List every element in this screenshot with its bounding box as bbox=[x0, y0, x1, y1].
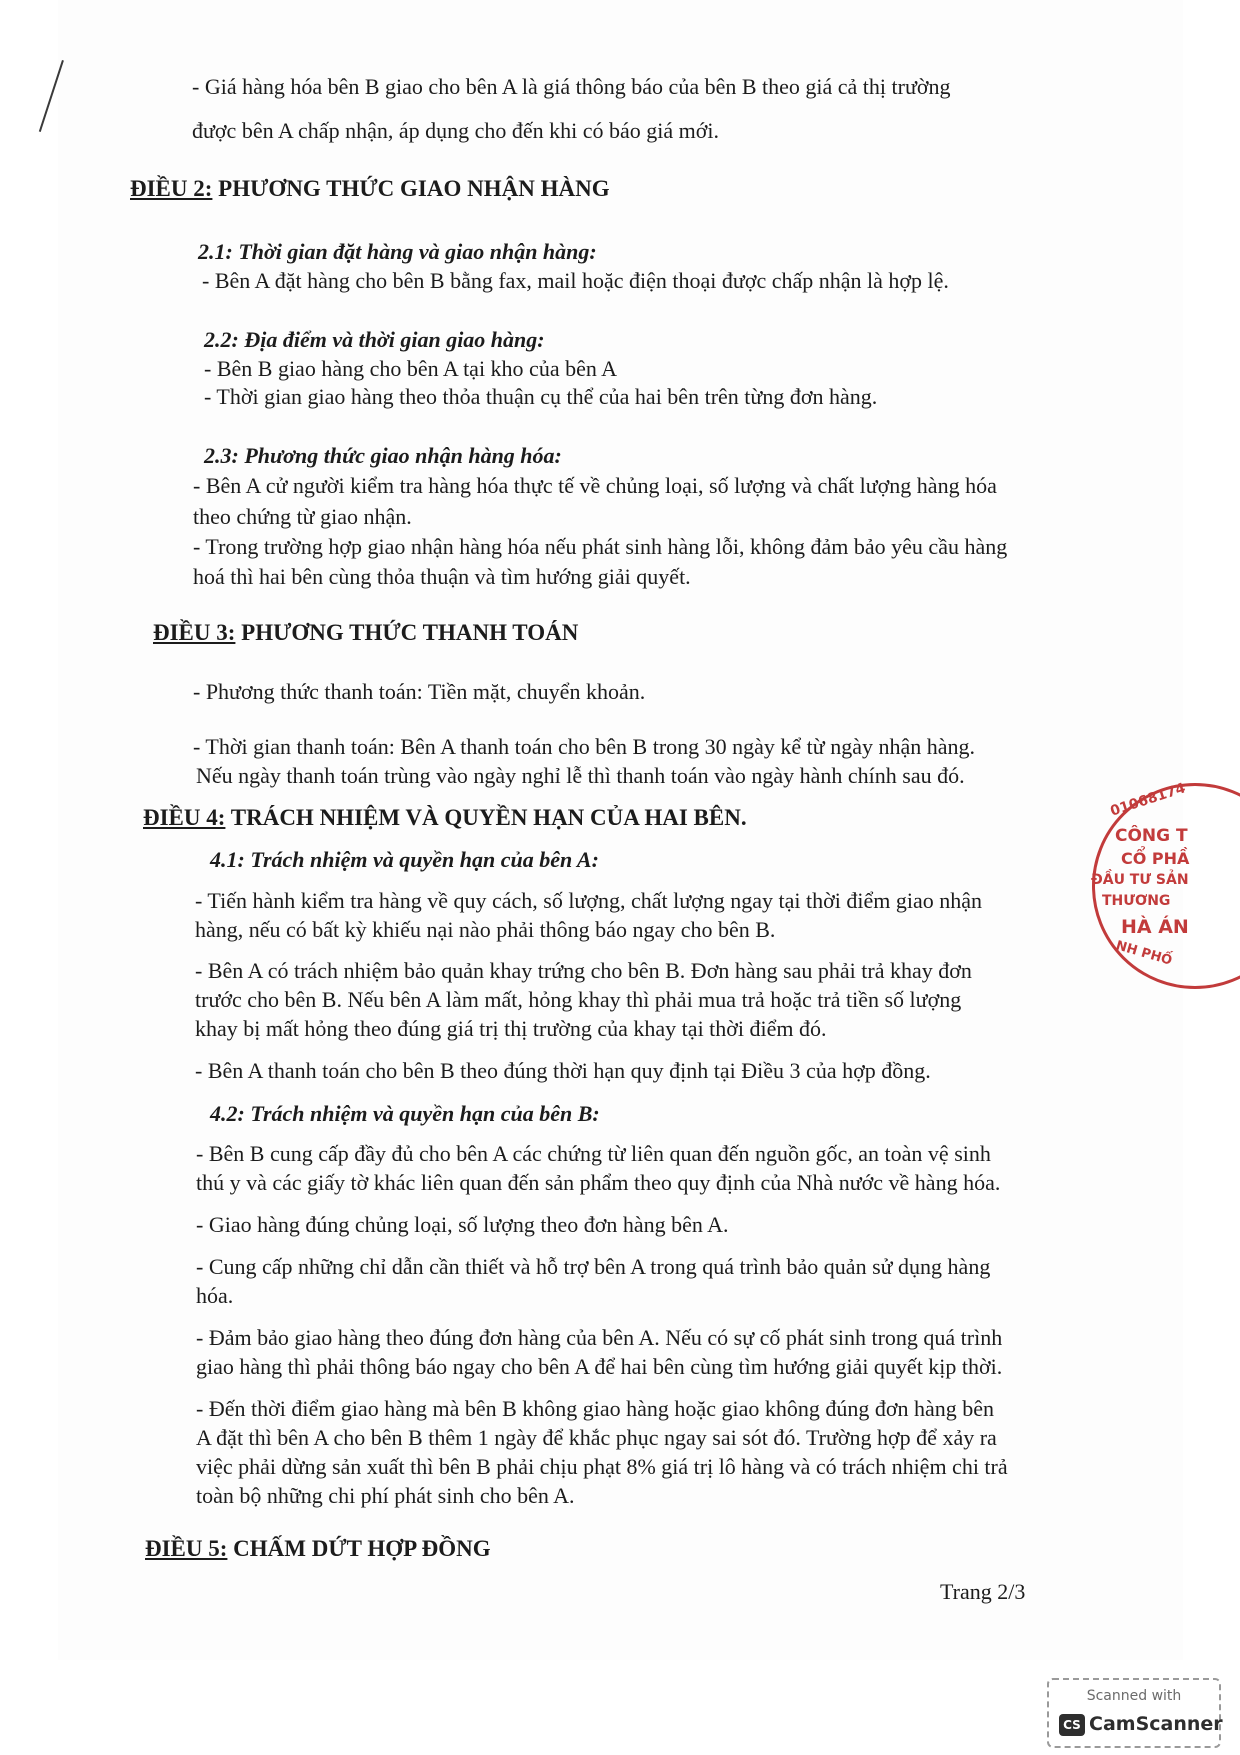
camscanner-watermark bbox=[1047, 1678, 1221, 1748]
article-4-label: ĐIỀU 4: bbox=[143, 805, 226, 830]
section-4-2-line-11: toàn bộ những chi phí phát sinh cho bên A. bbox=[196, 1483, 575, 1508]
article-4-heading bbox=[143, 805, 747, 831]
section-2-2-line-2: - Thời gian giao hàng theo thỏa thuận cụ thể của hai bên trên từng đơn hàng. bbox=[204, 384, 878, 409]
article-5-title: CHẤM DỨT HỢP ĐỒNG bbox=[227, 1536, 491, 1561]
seal-line-4: THƯƠNG bbox=[1102, 893, 1171, 909]
section-4-1-line-2: hàng, nếu có bất kỳ khiếu nại nào phải thông báo ngay cho bên B. bbox=[195, 917, 776, 942]
section-4-2-line-1: - Bên B cung cấp đầy đủ cho bên A các chứng từ liên quan đến nguồn gốc, an toàn vệ sinh bbox=[196, 1141, 991, 1166]
section-4-1-line-5: khay bị mất hỏng theo đúng giá trị thị trường của khay tại thời điểm đó. bbox=[195, 1016, 827, 1041]
article-5-label: ĐIỀU 5: bbox=[145, 1536, 228, 1561]
article-3-line-1: - Phương thức thanh toán: Tiền mặt, chuyển khoản. bbox=[193, 679, 646, 704]
intro-line-1: - Giá hàng hóa bên B giao cho bên A là giá thông báo của bên B theo giá cả thị trường bbox=[192, 74, 951, 99]
intro-line-2: được bên A chấp nhận, áp dụng cho đến khi có báo giá mới. bbox=[192, 118, 720, 143]
camscanner-logo-icon: CS bbox=[1059, 1714, 1085, 1736]
article-5-heading bbox=[145, 1536, 491, 1562]
section-4-2-line-9: A đặt thì bên A cho bên B thêm 1 ngày để khắc phục ngay sai sót đó. Trường hợp để xảy ra bbox=[196, 1425, 997, 1450]
article-3-label: ĐIỀU 3: bbox=[153, 620, 236, 645]
seal-line-5: HÀ ÁN bbox=[1121, 916, 1189, 938]
section-4-2-line-6: - Đảm bảo giao hàng theo đúng đơn hàng của bên A. Nếu có sự cố phát sinh trong quá trình bbox=[196, 1325, 1003, 1350]
article-3-heading bbox=[153, 620, 578, 646]
camscanner-name: CamScanner bbox=[1089, 1713, 1223, 1735]
article-3-title: PHƯƠNG THỨC THANH TOÁN bbox=[235, 620, 579, 645]
article-2-label: ĐIỀU 2: bbox=[130, 176, 213, 201]
seal-code: 01068174 bbox=[1108, 780, 1188, 820]
section-2-2-line-1: - Bên B giao hàng cho bên A tại kho của bên A bbox=[204, 356, 618, 381]
section-4-2-line-3: - Giao hàng đúng chủng loại, số lượng theo đơn hàng bên A. bbox=[196, 1212, 729, 1237]
section-2-1-line-1: - Bên A đặt hàng cho bên B bằng fax, mail hoặc điện thoại được chấp nhận là hợp lệ. bbox=[202, 268, 949, 293]
section-4-1-line-4: trước cho bên B. Nếu bên A làm mất, hỏng khay thì phải mua trả hoặc trả tiền số lượng bbox=[195, 987, 962, 1012]
section-4-2-line-2: thú y và các giấy tờ khác liên quan đến sản phẩm theo quy định của Nhà nước về hàng hóa. bbox=[196, 1170, 1001, 1195]
section-4-2-line-5: hóa. bbox=[196, 1283, 234, 1308]
section-4-1-line-1: - Tiến hành kiểm tra hàng về quy cách, số lượng, chất lượng ngay tại thời điểm giao nhận bbox=[195, 888, 983, 913]
article-3-line-3: Nếu ngày thanh toán trùng vào ngày nghỉ lễ thì thanh toán vào ngày hành chính sau đó. bbox=[196, 763, 965, 788]
section-4-1-line-6: - Bên A thanh toán cho bên B theo đúng thời hạn quy định tại Điều 3 của hợp đồng. bbox=[195, 1058, 931, 1083]
section-2-3-line-2: theo chứng từ giao nhận. bbox=[193, 504, 412, 529]
section-2-1-title: 2.1: Thời gian đặt hàng và giao nhận hàng: bbox=[198, 239, 597, 264]
camscanner-top-text: Scanned with bbox=[1086, 1688, 1182, 1704]
section-4-2-title: 4.2: Trách nhiệm và quyền hạn của bên B: bbox=[210, 1101, 600, 1126]
section-4-2-line-8: - Đến thời điểm giao hàng mà bên B không giao hàng hoặc giao không đúng đơn hàng bên bbox=[196, 1396, 994, 1421]
seal-line-2: CỔ PHẦ bbox=[1121, 849, 1190, 868]
article-2-heading bbox=[130, 176, 610, 202]
section-2-3-line-3: - Trong trường hợp giao nhận hàng hóa nếu phát sinh hàng lỗi, không đảm bảo yêu cầu hàng bbox=[193, 534, 1008, 559]
section-4-2-line-4: - Cung cấp những chỉ dẫn cần thiết và hỗ trợ bên A trong quá trình bảo quản sử dụng hàng bbox=[196, 1254, 991, 1279]
page-number: Trang 2/3 bbox=[940, 1579, 1026, 1604]
section-4-2-line-7: giao hàng thì phải thông báo ngay cho bên A để hai bên cùng tìm hướng giải quyết kịp thời. bbox=[196, 1354, 1003, 1379]
article-3-line-2: - Thời gian thanh toán: Bên A thanh toán cho bên B trong 30 ngày kể từ ngày nhận hàng. bbox=[193, 734, 976, 759]
article-4-title: TRÁCH NHIỆM VÀ QUYỀN HẠN CỦA HAI BÊN. bbox=[225, 805, 747, 830]
section-2-3-line-1: - Bên A cử người kiểm tra hàng hóa thực tế về chủng loại, số lượng và chất lượng hàng hóa bbox=[193, 473, 997, 498]
seal-line-1: CÔNG T bbox=[1115, 826, 1188, 846]
section-4-1-line-3: - Bên A có trách nhiệm bảo quản khay trứng cho bên B. Đơn hàng sau phải trả khay đơn bbox=[195, 958, 972, 983]
section-4-2-line-10: việc phải dừng sản xuất thì bên B phải chịu phạt 8% giá trị lô hàng và có trách nhiệm chi trả bbox=[196, 1454, 1008, 1479]
seal-line-6: NH PHỐ bbox=[1114, 938, 1174, 969]
section-2-2-title: 2.2: Địa điểm và thời gian giao hàng: bbox=[204, 327, 545, 352]
section-4-1-title: 4.1: Trách nhiệm và quyền hạn của bên A: bbox=[210, 847, 599, 872]
section-2-3-title: 2.3: Phương thức giao nhận hàng hóa: bbox=[204, 443, 562, 468]
article-2-title: PHƯƠNG THỨC GIAO NHẬN HÀNG bbox=[212, 176, 610, 201]
seal-line-3: ĐẦU TƯ SẢN bbox=[1091, 872, 1189, 888]
section-2-3-line-4: hoá thì hai bên cùng thỏa thuận và tìm hướng giải quyết. bbox=[193, 564, 691, 589]
